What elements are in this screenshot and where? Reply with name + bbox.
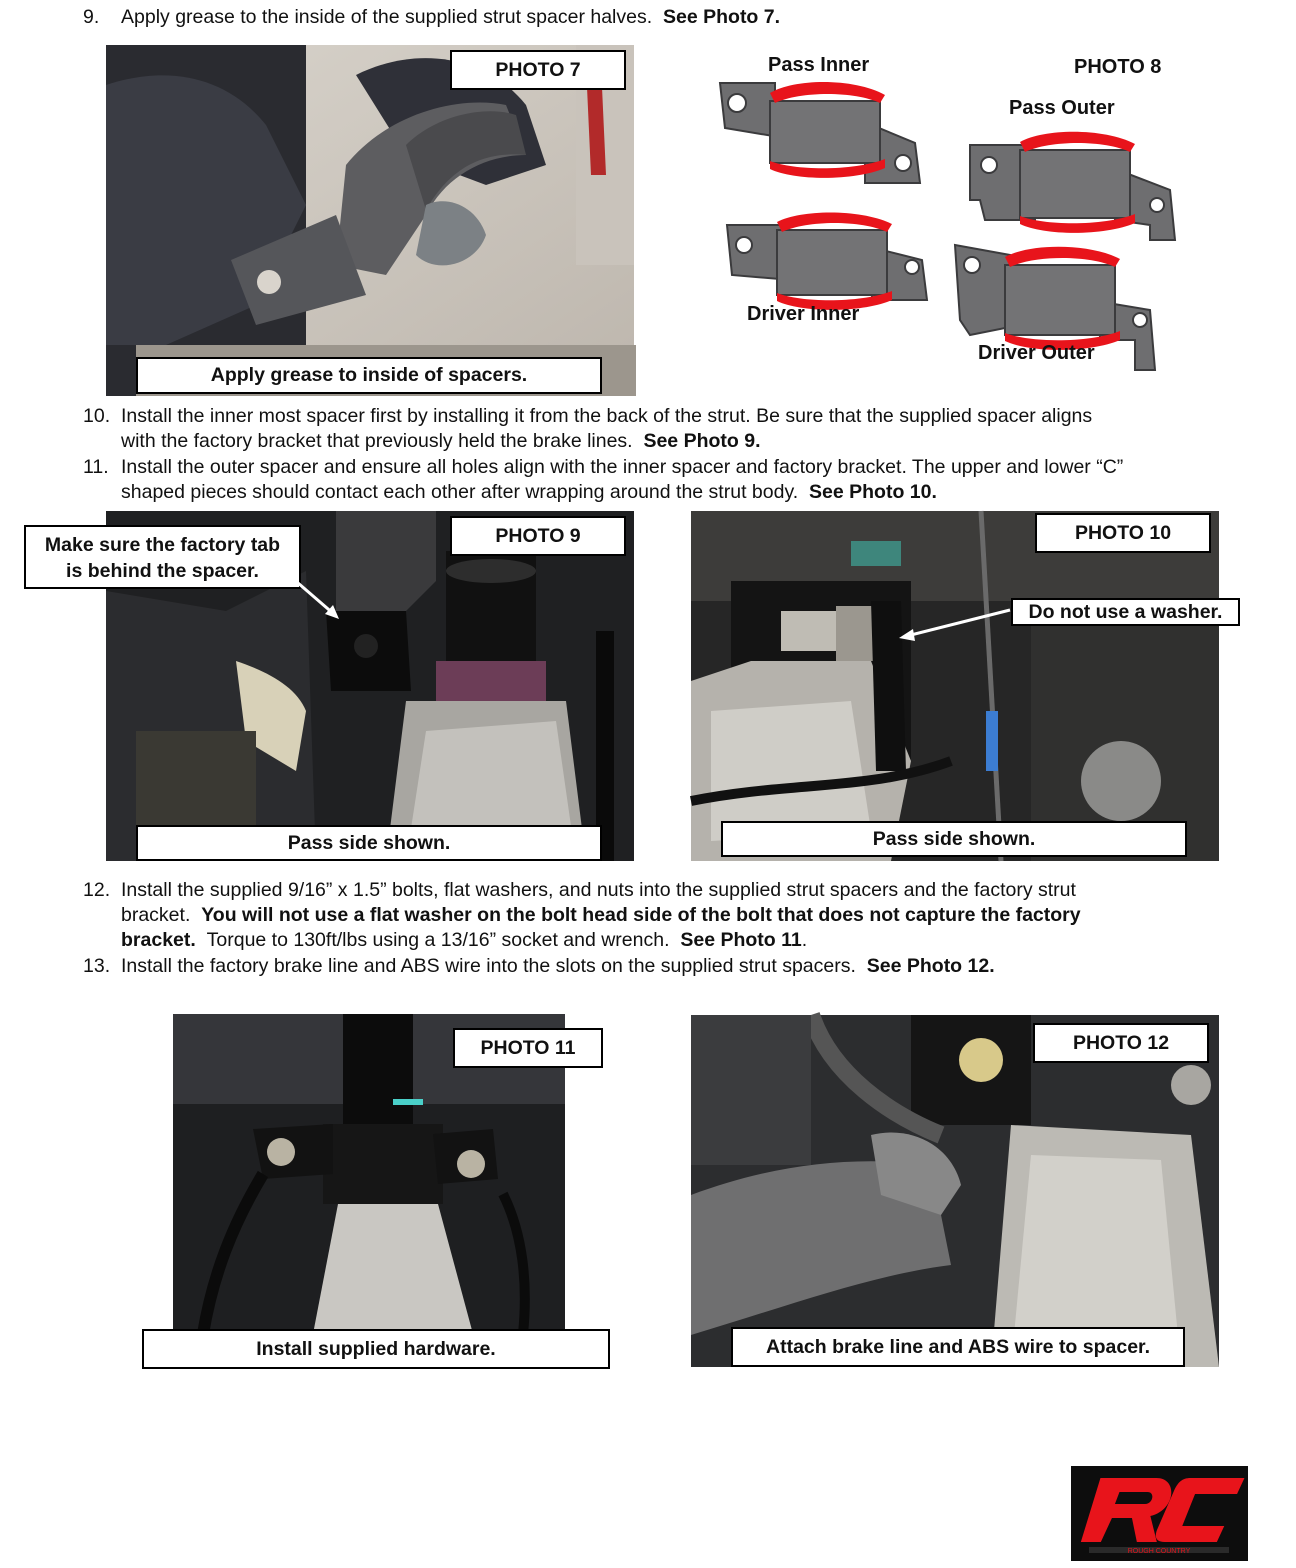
- photo-reference: See Photo 11: [680, 929, 802, 951]
- photo-caption: Pass side shown.: [721, 821, 1187, 857]
- step-number: 11.: [83, 456, 109, 478]
- step-12: 12. Install the supplied 9/16” x 1.5” bolts, flat washers, and nuts into the supplied strut spacers and the factory strut bracket. You will not use a flat washer on the bolt head side of the bolt that does not capture the factory bracket. Torque to 130ft/lbs using a 13/16” socket and wrench. See Photo 11.: [83, 879, 1081, 951]
- driver-outer-label: Driver Outer: [978, 342, 1095, 364]
- step-10: [83, 404, 1263, 454]
- photo-label: PHOTO 10: [1035, 513, 1211, 553]
- step-text: Apply grease to the inside of the supplied strut spacer halves.: [121, 6, 653, 28]
- step-number: 12.: [83, 879, 111, 901]
- step-number: 9.: [83, 6, 100, 28]
- photo-label: PHOTO 12: [1033, 1023, 1209, 1063]
- photo-10-image: [691, 511, 1219, 861]
- photo-label: PHOTO 7: [450, 50, 626, 90]
- photo-11: [173, 1014, 576, 1334]
- step-warning-end: bracket.: [121, 929, 196, 951]
- step-11: [83, 455, 1263, 505]
- pass-outer-label: Pass Outer: [1009, 97, 1115, 119]
- photo-label: PHOTO 8: [1074, 56, 1162, 78]
- step-text-line-2: shaped pieces should contact each other after wrapping around the strut body.: [121, 481, 799, 503]
- photo-8: [700, 45, 1220, 390]
- step-number: 13.: [83, 955, 111, 977]
- factory-tab-callout: [24, 525, 301, 589]
- photo-label: PHOTO 11: [453, 1028, 603, 1068]
- photo-7-image: [106, 45, 634, 396]
- photo-reference: See Photo 12.: [866, 955, 995, 977]
- photo-7: [106, 45, 634, 396]
- photo-reference: See Photo 9.: [643, 430, 761, 452]
- callout-line-2: is behind the spacer.: [66, 560, 259, 582]
- step-text-line-2: with the factory bracket that previously held the brake lines.: [121, 430, 633, 452]
- step-text-line-1: Install the supplied 9/16” x 1.5” bolts, flat washers, and nuts into the supplied strut spacers and the factory strut: [121, 879, 1076, 901]
- photo-reference: See Photo 7.: [663, 6, 781, 28]
- callout-arrow: [295, 580, 345, 625]
- step-number: 10.: [83, 405, 111, 427]
- rc-logo-mark: [1071, 1466, 1248, 1561]
- step-warning: You will not use a flat washer on the bolt head side of the bolt that does not capture the factory: [201, 904, 1081, 926]
- rough-country-logo: [1071, 1466, 1248, 1561]
- photo-caption: Install supplied hardware.: [142, 1329, 610, 1369]
- spacer-diagram: [700, 45, 1220, 390]
- washer-callout: Do not use a washer.: [1011, 598, 1240, 626]
- logo-subtitle: ROUGH COUNTRY: [1127, 1548, 1191, 1555]
- driver-inner-label: Driver Inner: [747, 303, 860, 325]
- photo-reference: See Photo 10.: [809, 481, 937, 503]
- photo-10: [691, 511, 1219, 861]
- callout-line-1: Make sure the factory tab: [44, 534, 281, 556]
- photo-caption: Apply grease to inside of spacers.: [136, 357, 602, 394]
- pass-inner-label: Pass Inner: [768, 54, 870, 76]
- step-text-line-1: Install the outer spacer and ensure all holes align with the inner spacer and factory bracket. The upper and lower “C”: [121, 456, 1124, 478]
- photo-label: PHOTO 9: [450, 516, 626, 556]
- photo-12: [691, 1015, 1219, 1367]
- photo-caption: Attach brake line and ABS wire to spacer.: [731, 1327, 1185, 1367]
- step-torque: Torque to 130ft/lbs using a 13/16” socket and wrench.: [206, 929, 670, 951]
- callout-arrow: [895, 605, 1015, 645]
- step-text: Install the factory brake line and ABS wire into the slots on the supplied strut spacers.: [121, 955, 856, 977]
- photo-caption: Pass side shown.: [136, 825, 602, 861]
- photo-12-image: [691, 1015, 1219, 1367]
- step-text-line-1: Install the inner most spacer first by installing it from the back of the strut. Be sure that the supplied spacer aligns: [121, 405, 1093, 427]
- step-text-line-2: bracket.: [121, 904, 191, 926]
